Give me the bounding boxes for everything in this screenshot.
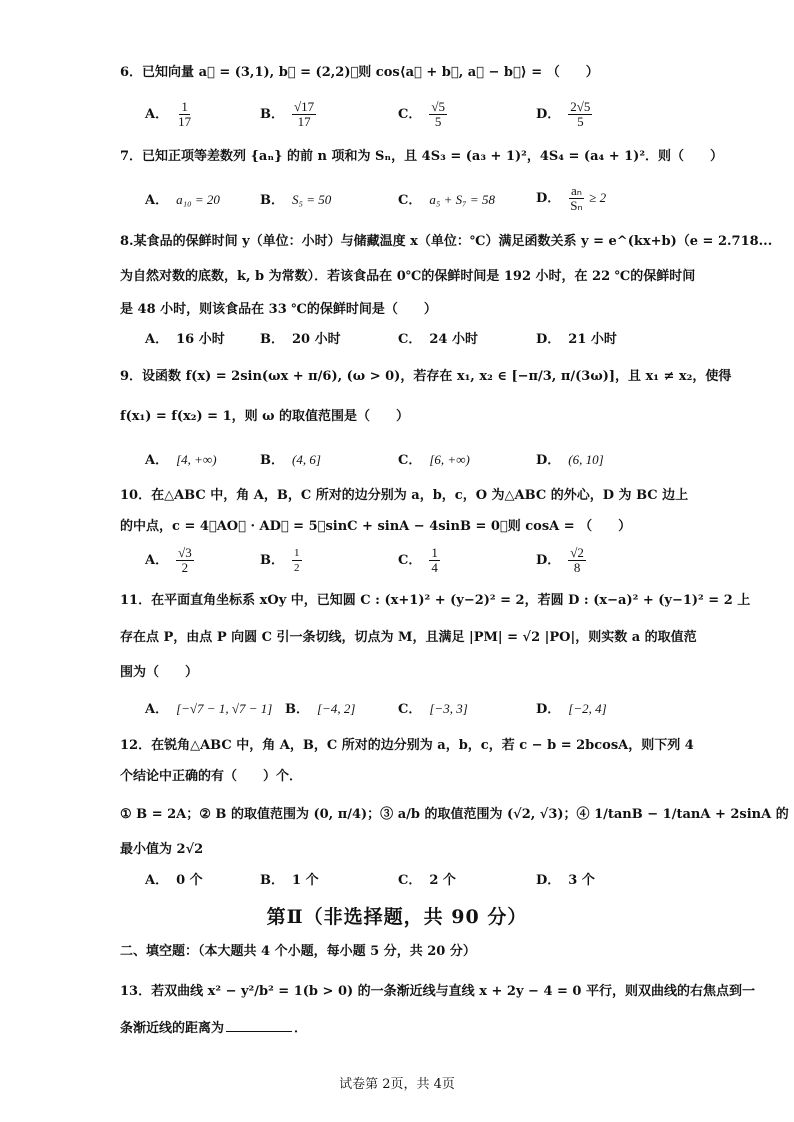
q7-option-d[interactable]: D． $\frac{\text{aₙ}}{\text{Sₙ}}$ ≥ 2 [536, 183, 607, 213]
section-part-two-heading: 二、填空题：（本大题共 4 个小题，每小题 5 分，共 20 分） [120, 944, 476, 959]
q7-option-b[interactable]: B． S₅ = 50 [260, 192, 332, 208]
q13-answer-blank[interactable] [226, 1017, 292, 1032]
q9-option-b[interactable]: B． (4, 6] [260, 452, 321, 468]
q6-stem: 6．已知向量 a⃗ = (3,1), b⃗ = (2,2)，则 cos⟨a⃗ + b⃗, a⃗ − b⃗⟩ = （ ） [120, 65, 599, 80]
q13-stem-line2 [120, 1017, 307, 1038]
q10-stem-line2: 的中点，c = 4，AO⃗ · AD⃗ = 5，sinC + sinA − 4sinB = 0，则 cosA = （ ） [120, 519, 632, 534]
q12-stem-line2: 个结论中正确的有（ ）个． [120, 769, 303, 784]
q12-stem-line3: ① B = 2A；② B 的取值范围为 (0, π/4)；③ a/b 的取值范围为 (√2, √3)；④ 1/tanB − 1/tanA + 2sinA 的 [120, 807, 789, 822]
q10-option-d[interactable]: D． $\frac{√2}{8}$ [536, 545, 584, 575]
q6-option-b[interactable]: B． $\frac{√17}{17}$ [260, 99, 315, 129]
q11-option-a[interactable]: A． [−√7 − 1, √7 − 1] [145, 701, 273, 717]
q7-option-c[interactable]: C． a₅ + S₇ = 58 [398, 192, 495, 208]
q12-stem-line4: 最小值为 2√2 [120, 842, 204, 857]
q7-option-a[interactable]: A． a₁₀ = 20 [145, 192, 220, 208]
q12-option-a[interactable]: A． 0 个 [145, 873, 203, 888]
q11-stem-line3: 围为（ ） [120, 665, 199, 680]
q11-stem-line1: 11．在平面直角坐标系 xOy 中，已知圆 C : (x+1)² + (y−2)² = 2，若圆 D : (x−a)² + (y−1)² = 2 上 [120, 593, 751, 608]
q9-options [145, 451, 705, 471]
q7-stem: 7．已知正项等差数列 {aₙ} 的前 n 项和为 Sₙ，且 4S₃ = (a₃ + 1)²，4S₄ = (a₄ + 1)²．则（ ） [120, 149, 724, 164]
q8-stem-line1: 8.某食品的保鲜时间 y（单位：小时）与储藏温度 x（单位：℃）满足函数关系 y = e^(kx+b)（e = 2.718... [120, 234, 773, 249]
q8-option-c[interactable]: C． 24 小时 [398, 332, 478, 347]
q6-option-c[interactable]: C． $\frac{√5}{5}$ [398, 99, 445, 129]
q10-stem-line1: 10．在△ABC 中，角 A，B，C 所对的边分别为 a，b，c，O 为△ABC 的外心，D 为 BC 边上 [120, 488, 689, 503]
q10-option-c[interactable]: C． $\frac{1}{4}$ [398, 545, 438, 575]
q8-option-a[interactable]: A． 16 小时 [145, 332, 225, 347]
q13-stem-line1: 13．若双曲线 x² − y²/b² = 1(b > 0) 的一条渐近线与直线 x + 2y − 4 = 0 平行，则双曲线的右焦点到一 [120, 984, 756, 999]
q13-suffix: ． [294, 1021, 308, 1036]
q12-option-c[interactable]: C． 2 个 [398, 873, 456, 888]
q11-options [145, 700, 705, 720]
q11-option-c[interactable]: C． [−3, 3] [398, 701, 468, 717]
q11-option-d[interactable]: D． [−2, 4] [536, 701, 607, 717]
page-footer: 试卷第 2页，共 4页 [339, 1077, 455, 1092]
q9-option-c[interactable]: C． [6, +∞) [398, 452, 470, 468]
q12-options [145, 872, 705, 892]
q10-options [145, 546, 705, 580]
q11-stem-line2: 存在点 P，由点 P 向圆 C 引一条切线，切点为 M，且满足 |PM| = √2 |PO|，则实数 a 的取值范 [120, 630, 697, 645]
q9-stem-line1: 9．设函数 f(x) = 2sin(ωx + π/6), (ω > 0)，若存在 x₁, x₂ ∈ [−π/3, π/(3ω)]，且 x₁ ≠ x₂，使得 [120, 369, 732, 384]
q12-option-d[interactable]: D． 3 个 [536, 873, 595, 888]
q9-option-a[interactable]: A． [4, +∞) [145, 452, 217, 468]
q6-option-a[interactable]: A． $\frac{1}{17}$ [145, 99, 192, 129]
q6-option-d[interactable]: D． $\frac{2√5}{5}$ [536, 99, 591, 129]
q8-stem-line3: 是 48 小时，则该食品在 33 ℃的保鲜时间是（ ） [120, 302, 437, 317]
q13-prefix: 条渐近线的距离为 [120, 1021, 225, 1036]
q9-option-d[interactable]: D． (6, 10] [536, 452, 604, 468]
q7-options [145, 184, 705, 218]
q11-option-b[interactable]: B． [−4, 2] [285, 701, 356, 717]
q8-option-d[interactable]: D． 21 小时 [536, 332, 617, 347]
q12-option-b[interactable]: B． 1 个 [260, 873, 319, 888]
q9-stem-line2: f(x₁) = f(x₂) = 1，则 ω 的取值范围是（ ） [120, 409, 410, 424]
section-title: 第Ⅱ（非选择题，共 90 分） [266, 906, 528, 928]
q6-options [145, 100, 705, 134]
q8-option-b[interactable]: B． 20 小时 [260, 332, 341, 347]
q8-stem-line2: 为自然对数的底数，k, b 为常数）．若该食品在 0℃的保鲜时间是 192 小时，在 22 ℃的保鲜时间 [120, 269, 696, 284]
q10-option-a[interactable]: A． $\frac{√3}{2}$ [145, 545, 192, 575]
q8-options [145, 331, 705, 351]
q12-stem-line1: 12．在锐角△ABC 中，角 A，B，C 所对的边分别为 a，b，c，若 c − b = 2bcosA，则下列 4 [120, 738, 694, 753]
q10-option-b[interactable]: B． $\frac{1}{2}$ [260, 547, 300, 574]
